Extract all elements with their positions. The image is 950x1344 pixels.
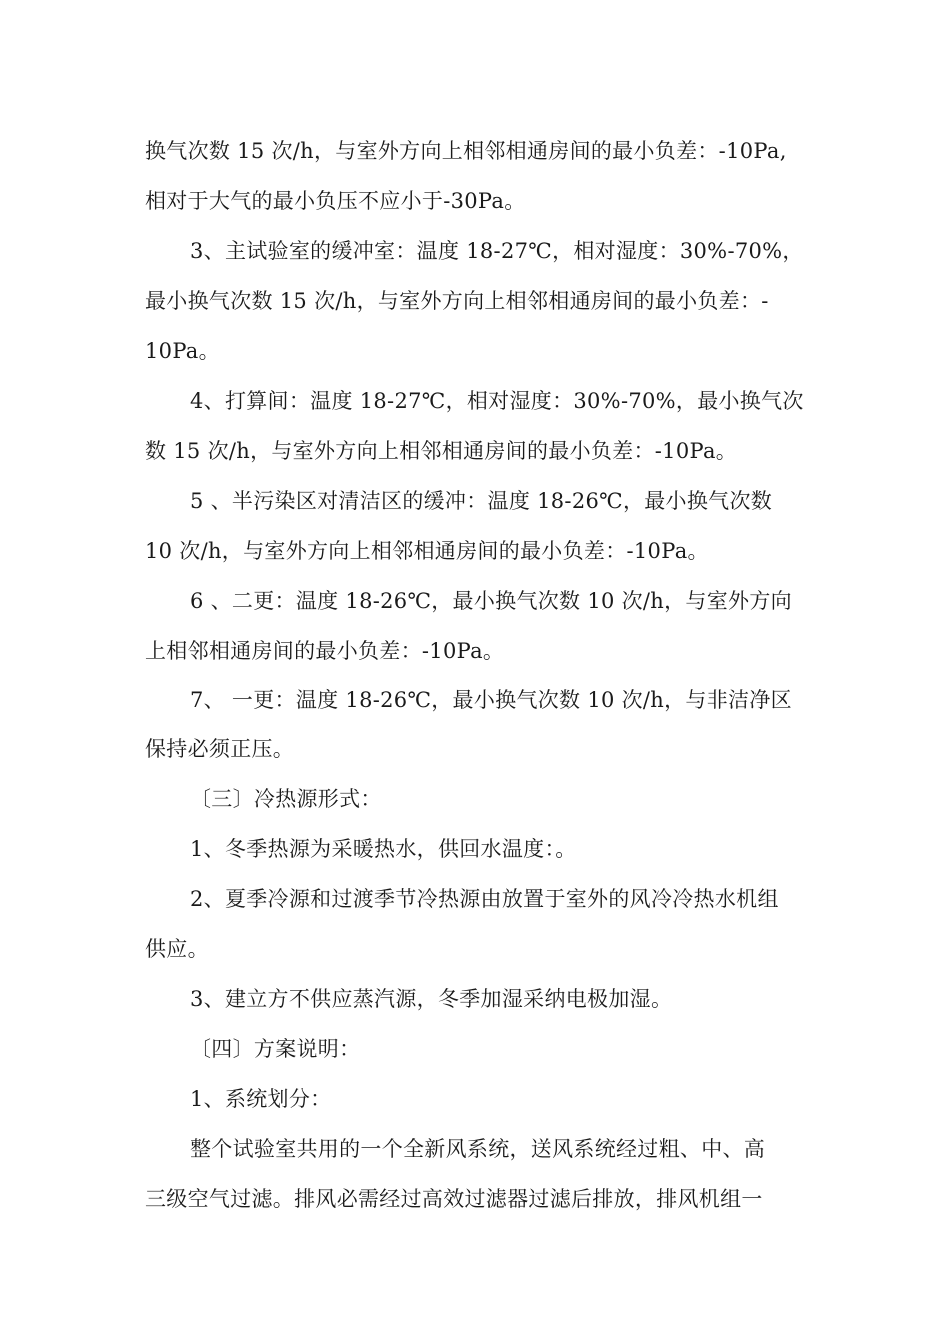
text-line: 5 、半污染区对清洁区的缓冲：温度 18-26℃，最小换气次数 (190, 489, 773, 513)
text-line: 10 次/h，与室外方向上相邻相通房间的最小负差：-10Pa。 (145, 539, 709, 563)
text-line: 数 15 次/h，与室外方向上相邻相通房间的最小负差：-10Pa。 (145, 439, 738, 463)
text-line: 10Pa。 (145, 339, 220, 363)
text-line: 7、 一更：温度 18-26℃，最小换气次数 10 次/h，与非洁净区 (190, 688, 792, 712)
section-heading: 〔三〕冷热源形式： (190, 787, 382, 811)
text-line: 整个试验室共用的一个全新风系统，送风系统经过粗、中、高 (190, 1137, 766, 1161)
text-line: 最小换气次数 15 次/h，与室外方向上相邻相通房间的最小负差：- (145, 289, 769, 313)
text-line: 3、建立方不供应蒸汽源，冬季加湿采纳电极加湿。 (190, 987, 673, 1011)
text-line: 2、夏季冷源和过渡季节冷热源由放置于室外的风冷冷热水机组 (190, 887, 779, 911)
text-line: 1、系统划分： (190, 1087, 332, 1111)
section-heading: 〔四〕方案说明： (190, 1037, 361, 1061)
text-line: 换气次数 15 次/h，与室外方向上相邻相通房间的最小负差：-10Pa, (145, 139, 787, 163)
text-line: 1、冬季热源为采暖热水，供回水温度：。 (190, 837, 577, 861)
text-line: 6 、二更：温度 18-26℃，最小换气次数 10 次/h，与室外方向 (190, 589, 792, 613)
text-line: 供应。 (145, 937, 209, 961)
text-line: 上相邻相通房间的最小负差：-10Pa。 (145, 639, 505, 663)
text-line: 保持必须正压。 (145, 737, 295, 761)
text-line: 4、打算间：温度 18-27℃，相对湿度：30%-70%，最小换气次 (190, 389, 804, 413)
text-line: 三级空气过滤。排风必需经过高效过滤器过滤后排放，排风机组一 (145, 1187, 763, 1211)
text-line: 3、主试验室的缓冲室：温度 18-27℃，相对湿度：30%-70%， (190, 239, 804, 263)
text-line: 相对于大气的最小负压不应小于-30Pa。 (145, 189, 526, 213)
